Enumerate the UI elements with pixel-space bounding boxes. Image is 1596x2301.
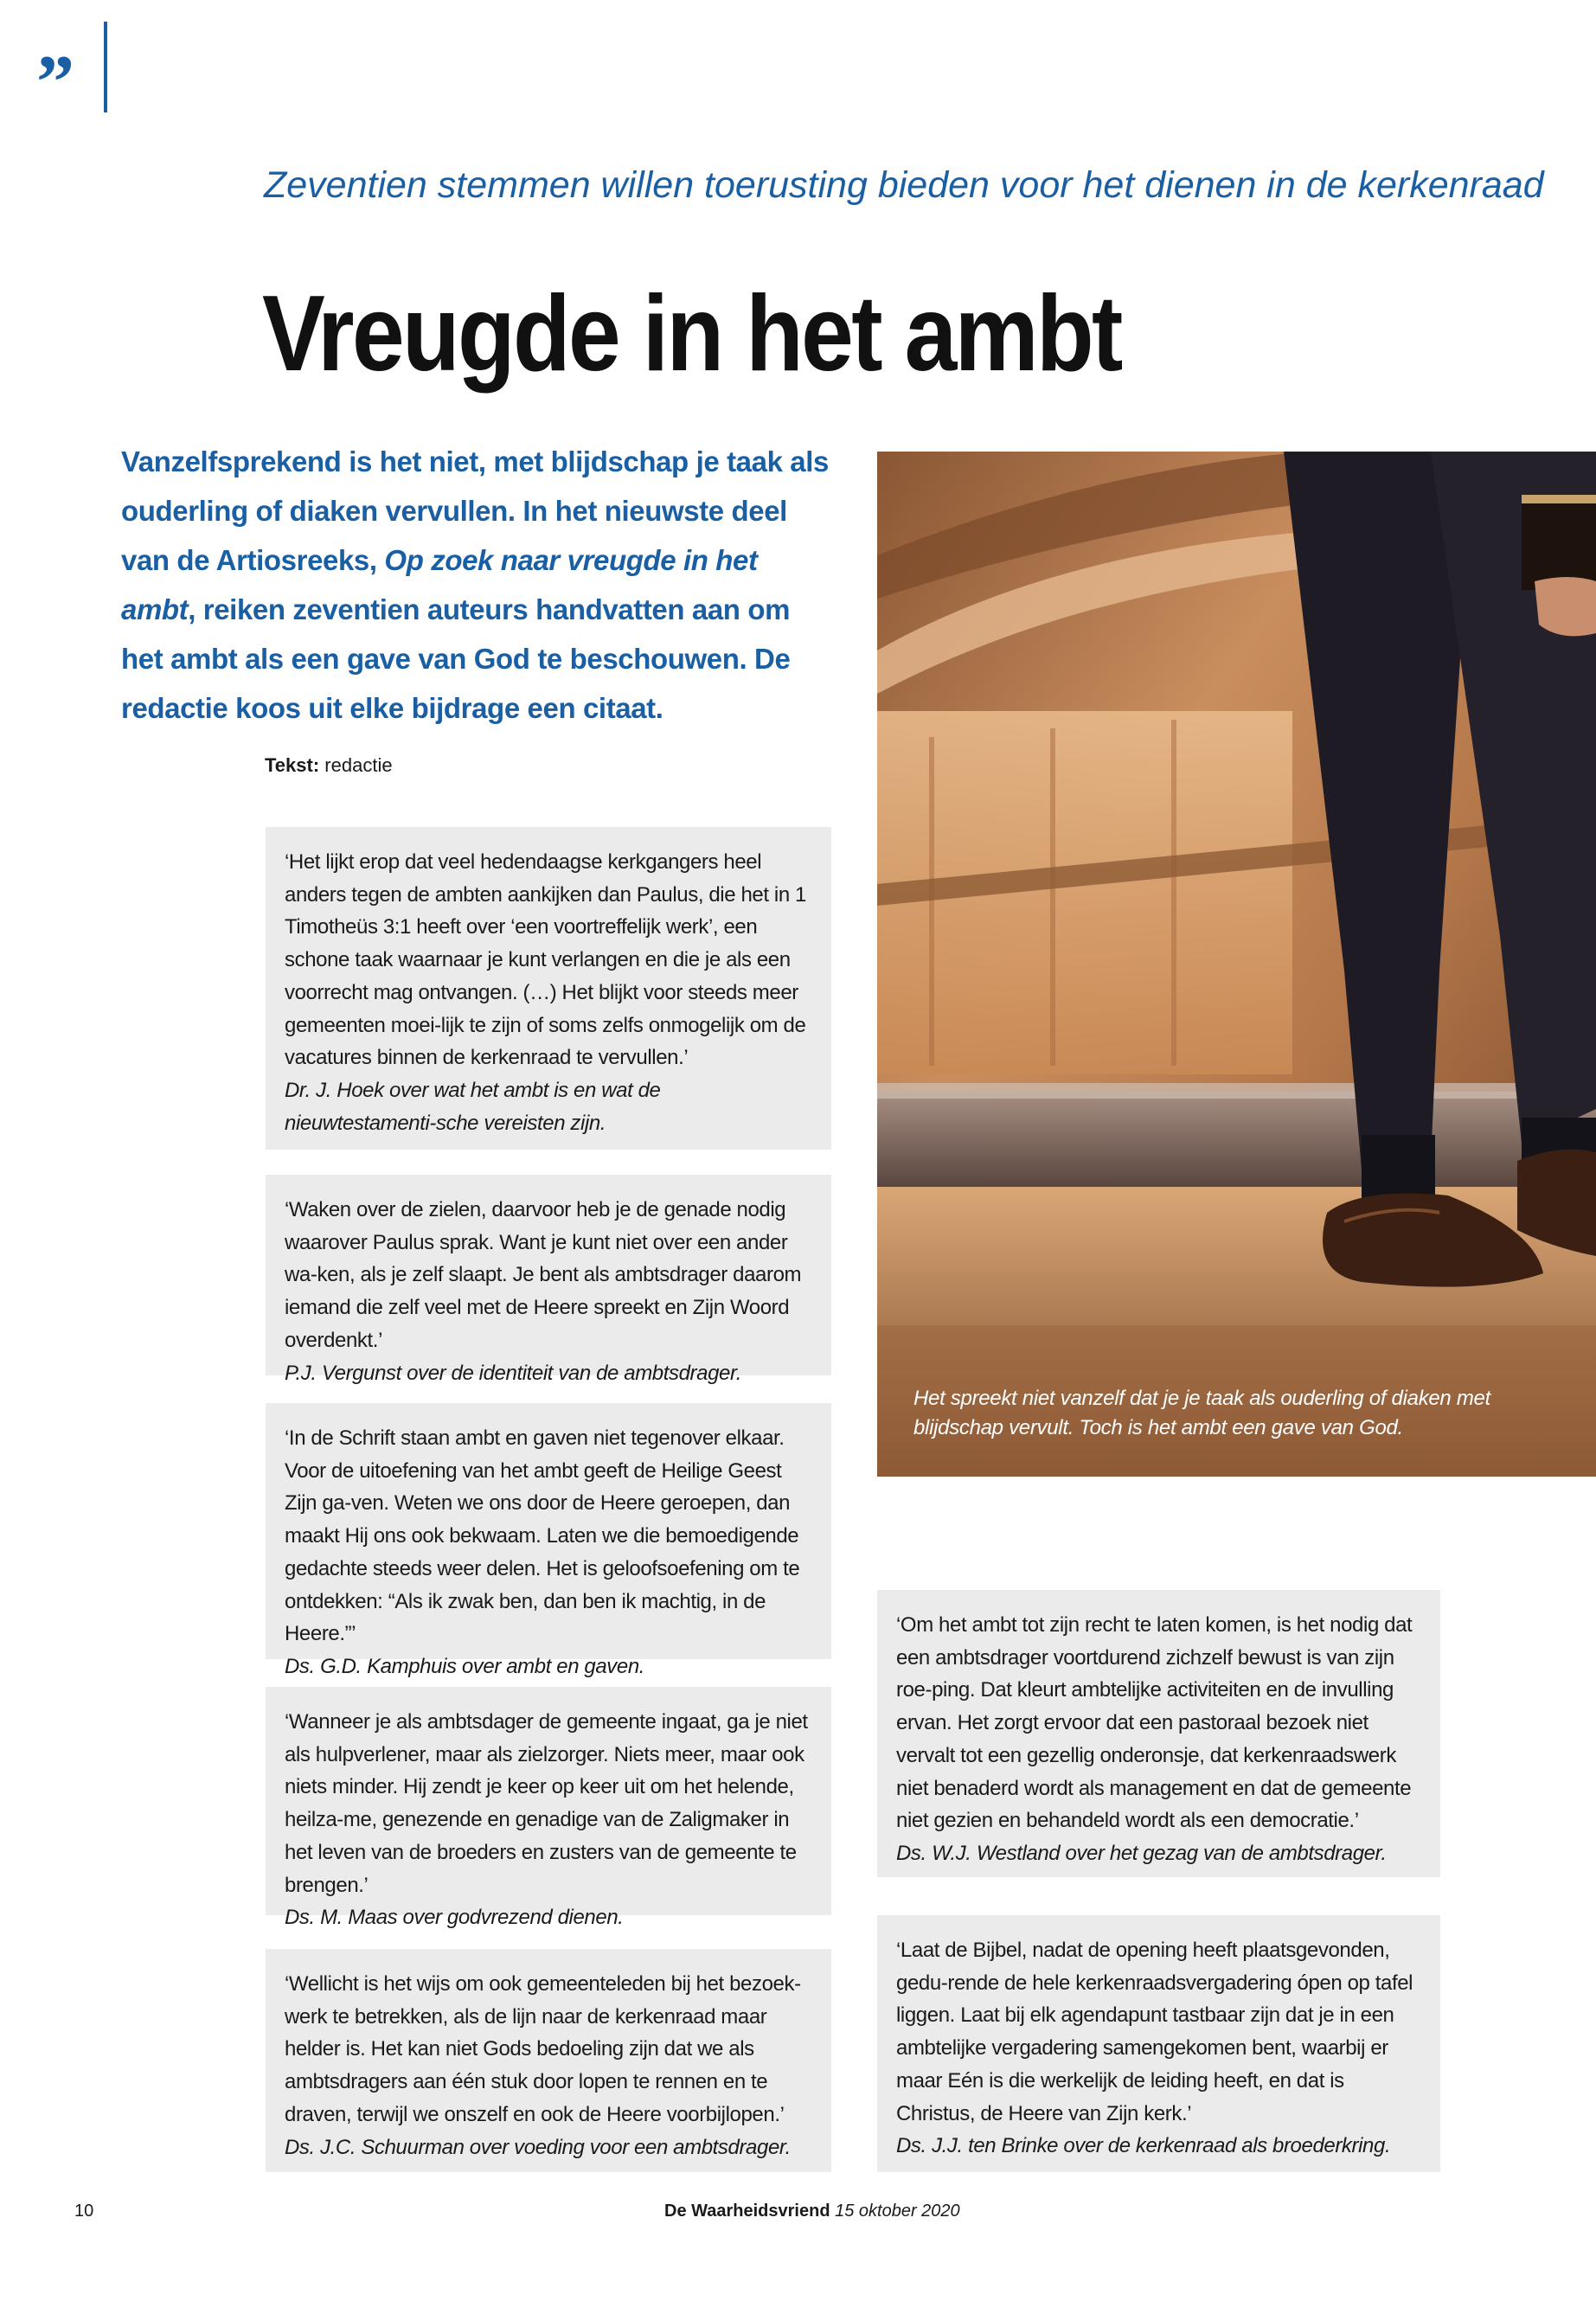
quote-text: ‘Wanneer je als ambtsdager de gemeente ingaat, ga je niet als hulpverlener, maar als zielzorger. Niets meer, maar ook niets minder. Hij zendt je keer op keer uit om het helende, heilza-me, genezende en genadige van de Zaligmaker in het leven van de broeders en zusters van de gemeente te brengen.’	[285, 1710, 808, 1897]
article-subtitle: Zeventien stemmen willen toerusting bieden voor het dienen in de kerkenraad	[264, 164, 1544, 206]
page-number: 10	[74, 2202, 94, 2221]
quote-box	[266, 827, 831, 1150]
quote-author: P.J. Vergunst over de identiteit van de ambtsdrager.	[285, 1361, 741, 1385]
quote-author: Ds. M. Maas over godvrezend dienen.	[285, 1906, 624, 1930]
quote-text: ‘Om het ambt tot zijn recht te laten komen, is het nodig dat een ambtsdrager voortdurend zichzelf bewust is van zijn roe-ping. Dat kleurt ambtelijke activiteiten en de invulling ervan. Het zorgt ervoor dat een pastoraal bezoek niet vervalt tot een gezellig onderonsje, dat kerkenraadswerk niet benaderd wordt als management en dat de gemeente niet gezien en behandeld wordt als een democratie.’	[896, 1613, 1413, 1833]
intro-text-start: Vanzelfsprekend is het niet, met blijdschap je taak als ouderling of diaken vervullen. In het nieuwste deel van de Artiosreeks,	[121, 445, 829, 576]
issue-date: 15 oktober 2020	[835, 2202, 960, 2221]
quote-box	[266, 1403, 831, 1678]
quote-mark-icon: ”	[36, 41, 74, 125]
quote-author: Ds. G.D. Kamphuis over ambt en gaven.	[285, 1654, 645, 1678]
quote-author: Dr. J. Hoek over wat het ambt is en wat de nieuwtestamenti-sche vereisten zijn.	[285, 1078, 661, 1135]
footer-publication	[664, 2202, 960, 2221]
quote-text: ‘Wellicht is het wijs om ook gemeenteleden bij het bezoek-werk te betrekken, als de lijn naar de kerkenraad maar helder is. Het kan niet Gods bedoeling zijn dat we als ambtsdragers aan één stuk door lopen te rennen en te draven, terwijl we onszelf en ook de Heere voorbijlopen.’	[285, 1972, 801, 2126]
intro-text-end: , reiken zeventien auteurs handvatten aan om het ambt als een gave van God te beschouwen. De redactie koos uit elke bijdrage een citaat.	[121, 593, 791, 724]
quote-text: ‘Laat de Bijbel, nadat de opening heeft plaatsgevonden, gedu-rende de hele kerkenraadsvergadering ópen op tafel liggen. Laat bij elk agendapunt tastbaar zijn dat je in een ambtelijke vergadering samengekomen bent, waarbij er maar Eén is die werkelijk de leiding heeft, en dat is Christus, de Heere van Zijn kerk.’	[896, 1939, 1413, 2125]
intro-book-title: Op zoek naar vreugde in het ambt	[121, 544, 758, 625]
quote-box	[266, 1687, 831, 1930]
quote-text: ‘Het lijkt erop dat veel hedendaagse kerkgangers heel anders tegen de ambten aankijken dan Paulus, die het in 1 Timotheüs 3:1 heeft over ‘een voortreffelijk werk’, een schone taak waarnaar je kunt verlangen en die je als een voorrecht mag ontvangen. (…) Het blijkt voor steeds meer gemeenten moei-lijk te zijn of soms zelfs onmogelijk om de vacatures binnen de kerkenraad te vervullen.’	[285, 850, 806, 1070]
quote-box	[877, 1590, 1440, 1877]
quote-text: ‘Waken over de zielen, daarvoor heb je de genade nodig waarover Paulus sprak. Want je kunt niet over een ander wa-ken, als je zelf slaapt. Je bent als ambtsdrager daarom iemand die zelf veel met de Heere spreekt en Zijn Woord overdenkt.’	[285, 1198, 802, 1352]
quote-box	[877, 1915, 1440, 2172]
article-photo	[877, 452, 1596, 1477]
article-title: Vreugde in het ambt	[262, 274, 1121, 394]
vertical-rule	[104, 22, 107, 112]
quote-text: ‘In de Schrift staan ambt en gaven niet tegenover elkaar. Voor de uitoefening van het ambt geeft de Heilige Geest Zijn ga-ven. Weten we ons door de Heere geroepen, dan maakt Hij ons ook bekwaam. Laten we die bemoedigende gedachte steeds weer delen. Het is geloofsoefening om te ontdekken: “Als ik zwak ben, dan ben ik machtig, in de Heere.”’	[285, 1426, 800, 1646]
quote-author: Ds. W.J. Westland over het gezag van de ambtsdrager.	[896, 1841, 1387, 1865]
quote-box	[266, 1175, 831, 1385]
quote-author: Ds. J.J. ten Brinke over de kerkenraad als broederkring.	[896, 2134, 1391, 2158]
article-intro	[121, 437, 839, 733]
quote-box	[266, 1949, 831, 2172]
quote-author: Ds. J.C. Schuurman over voeding voor een ambtsdrager.	[285, 2135, 791, 2159]
photo-legs-shoes-image	[877, 452, 1596, 1477]
magazine-name: De Waarheidsvriend	[664, 2202, 830, 2221]
byline	[265, 754, 393, 777]
byline-label: Tekst:	[265, 754, 320, 776]
photo-caption: Het spreekt niet vanzelf dat je je taak als ouderling of diaken met blijdschap vervult. Toch is het ambt een gave van God.	[913, 1387, 1490, 1439]
byline-value: redactie	[324, 754, 393, 776]
